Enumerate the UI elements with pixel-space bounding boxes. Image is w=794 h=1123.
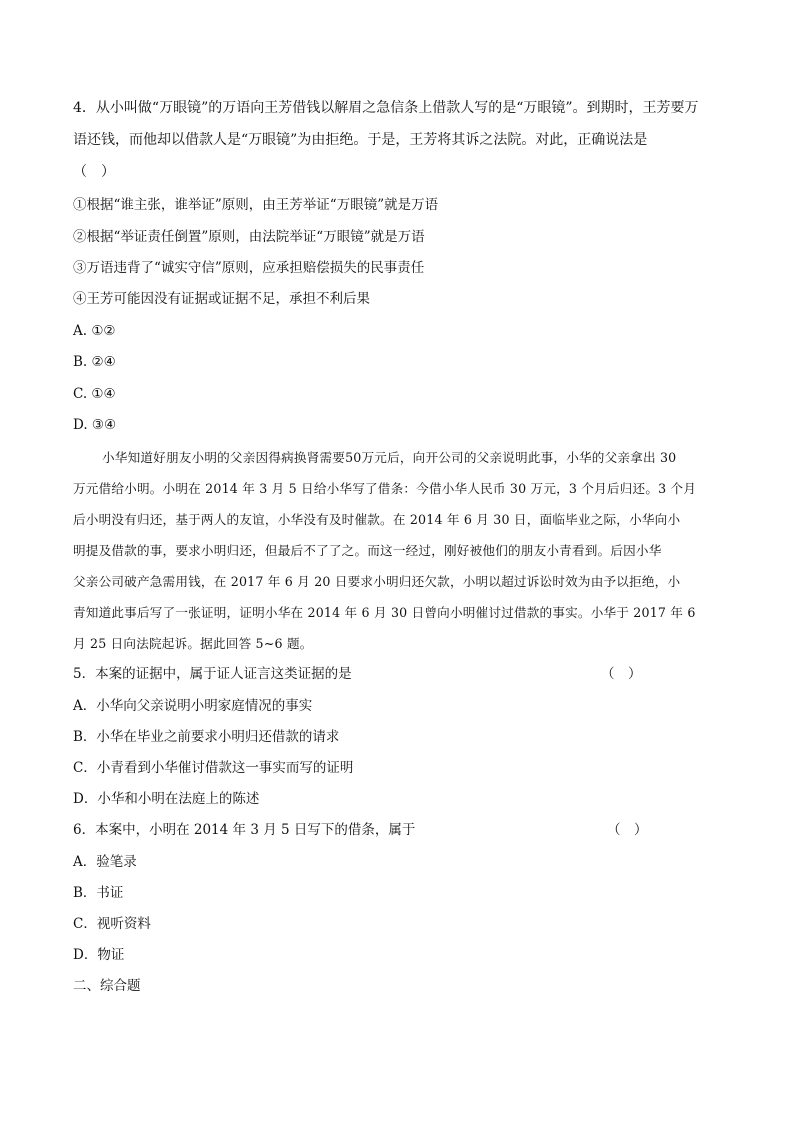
passage-line-4: 明提及借款的事，要求小明归还，但最后不了了之。而这一经过，刚好被他们的朋友小青看到。后因小华 <box>73 543 662 558</box>
q6-option-d: D．物证 <box>73 947 125 963</box>
q4-stem-line-2: 语还钱，而他却以借款人是“万眼镜”为由拒绝。于是，王芳将其诉之法院。对此，正确说法是 <box>73 132 648 148</box>
passage-line-2: 万元借给小明。小明在 2014 年 3 月 5 日给小华写了借条：今借小华人民币 30 万元，3 个月后归还。3 个月 <box>73 481 697 496</box>
q5-option-c: C．小青看到小华催讨借款这一事实而写的证明 <box>73 760 354 776</box>
q6-option-b: B．书证 <box>73 885 124 901</box>
q6-answer-paren: （ ） <box>607 822 648 838</box>
q6-option-a: A．验笔录 <box>73 854 137 870</box>
passage-line-1: 小华知道好朋友小明的父亲因得病换肾需要50万元后，向开公司的父亲说明此事，小华的父亲拿出 30 <box>102 450 677 465</box>
q5-option-d: D．小华和小明在法庭上的陈述 <box>73 791 260 807</box>
passage-line-5: 父亲公司破产急需用钱，在 2017 年 6 月 20 日要求小明归还欠款，小明以超过诉讼时效为由予以拒绝，小 <box>73 574 681 589</box>
q5-option-a: A．小华向父亲说明小明家庭情况的事实 <box>73 698 313 714</box>
q4-statement-3: ③万语违背了“诚实守信”原则，应承担赔偿损失的民事责任 <box>73 260 425 276</box>
q5-option-b: B．小华在毕业之前要求小明归还借款的请求 <box>73 729 340 745</box>
q4-statement-4: ④王芳可能因没有证据或证据不足，承担不利后果 <box>73 291 370 307</box>
q6-option-c: C．视听资料 <box>73 916 151 932</box>
passage-line-7: 月 25 日向法院起诉。据此回答 5~6 题。 <box>73 636 313 651</box>
q4-option-a: A. ①② <box>73 323 116 339</box>
q5-stem: 5．本案的证据中，属于证人证言这类证据的是 <box>73 666 352 682</box>
q4-statement-2: ②根据“举证责任倒置”原则，由法院举证“万眼镜”就是万语 <box>73 229 425 245</box>
passage-line-3: 后小明没有归还，基于两人的友谊，小华没有及时催款。在 2014 年 6 月 30 日，面临毕业之际，小华向小 <box>73 512 681 527</box>
q6-stem: 6．本案中，小明在 2014 年 3 月 5 日写下的借条，属于 <box>73 822 416 838</box>
q4-answer-paren: （ ） <box>73 164 115 180</box>
q5-answer-paren: （ ） <box>601 666 642 682</box>
q4-stem-line-1: 4．从小叫做“万眼镜”的万语向王芳借钱以解眉之急信条上借款人写的是“万眼镜”。到期时，王芳要万 <box>73 100 699 116</box>
section-heading: 二、综合题 <box>73 978 141 994</box>
q4-option-c: C. ①④ <box>73 386 116 402</box>
q4-statement-1: ①根据“谁主张，谁举证”原则，由王芳举证“万眼镜”就是万语 <box>73 197 439 213</box>
q4-option-b: B. ②④ <box>73 354 116 370</box>
passage-line-6: 青知道此事后写了一张证明，证明小华在 2014 年 6 月 30 日曾向小明催讨过借款的事实。小华于 2017 年 6 <box>73 605 696 620</box>
q4-option-d: D. ③④ <box>73 417 117 433</box>
